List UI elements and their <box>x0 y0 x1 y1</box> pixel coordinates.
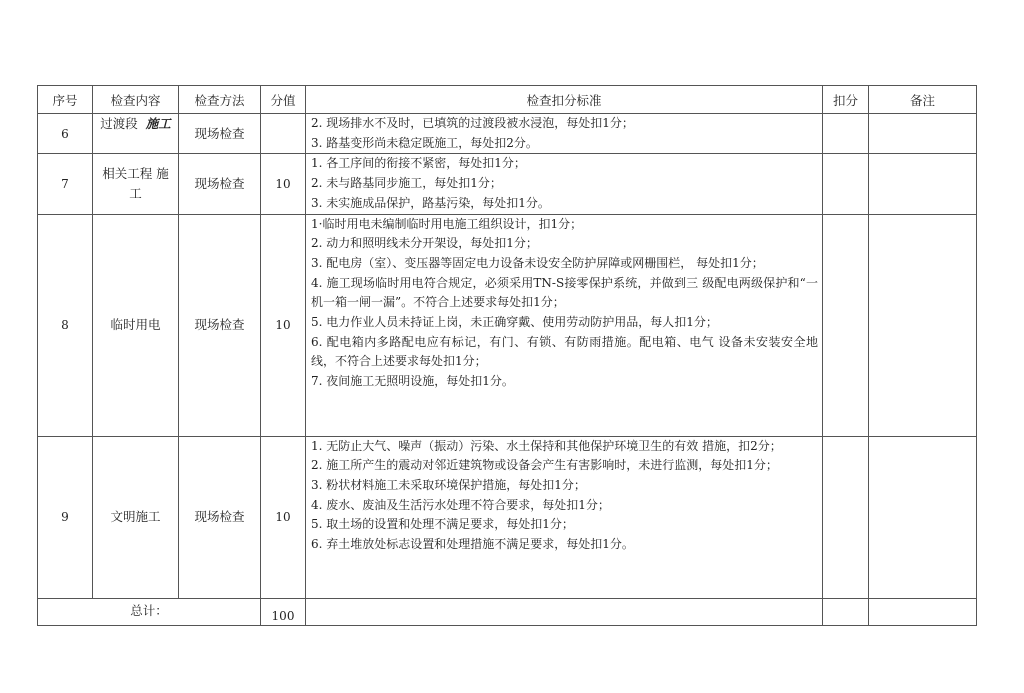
criteria-item: 3. 粉状材料施工未采取环境保护措施，每处扣1分； <box>311 477 586 492</box>
deduct-cell <box>823 114 869 154</box>
score-value <box>261 114 306 154</box>
criteria-cell <box>306 154 823 214</box>
score-value: 10 <box>261 436 306 598</box>
criteria-item: 3. 未实施成品保护，路基污染，每处扣1分。 <box>311 195 550 210</box>
criteria-item: 2. 动力和照明线未分开架设，每处扣1分； <box>311 236 538 251</box>
header-deduct: 扣分 <box>823 86 869 114</box>
header-criteria: 检查扣分标准 <box>306 86 823 114</box>
check-content-emphasis: 施工 <box>145 116 171 131</box>
criteria-item: 6. 弃土堆放处标志设置和处理措施不满足要求，每处扣1分。 <box>311 537 634 552</box>
criteria-item: 6. 配电箱内多路配电应有标记，有门、有锁、有防雨措施。配电箱、电气 设备未安装安全地线，不符合上述要求每处扣1分； <box>311 334 818 369</box>
total-row <box>38 598 977 625</box>
total-score: 100 <box>261 598 306 625</box>
check-content: 临时用电 <box>93 214 179 436</box>
criteria-item: 1. 各工序间的衔接不紧密，每处扣1分； <box>311 156 526 171</box>
total-criteria-cell <box>306 598 823 625</box>
criteria-cell <box>306 214 823 436</box>
row-number: 7 <box>38 154 93 214</box>
criteria-item: 3. 配电房（室）、变压器等固定电力设备未设安全防护屏障或网栅围栏， 每处扣1分； <box>311 255 764 270</box>
check-method: 现场检查 <box>179 114 261 154</box>
check-method: 现场检查 <box>179 214 261 436</box>
total-deduct-cell <box>823 598 869 625</box>
criteria-item: 7. 夜间施工无照明设施，每处扣1分。 <box>311 374 514 389</box>
remark-cell <box>869 436 977 598</box>
remark-cell <box>869 114 977 154</box>
criteria-item: 4. 废水、废油及生活污水处理不符合要求，每处扣1分； <box>311 497 610 512</box>
check-content <box>93 114 179 154</box>
table-row <box>38 114 977 154</box>
row-number: 9 <box>38 436 93 598</box>
check-content: 文明施工 <box>93 436 179 598</box>
header-score: 分值 <box>261 86 306 114</box>
check-method: 现场检查 <box>179 436 261 598</box>
score-value: 10 <box>261 154 306 214</box>
criteria-item: 1. 无防止大气、噪声（振动）污染、水土保持和其他保护环境卫生的有效 措施，扣2分； <box>311 438 782 453</box>
remark-cell <box>869 214 977 436</box>
criteria-item: 2. 未与路基同步施工，每处扣1分； <box>311 176 502 191</box>
criteria-cell <box>306 114 823 154</box>
header-remark: 备注 <box>869 86 977 114</box>
header-no: 序号 <box>38 86 93 114</box>
check-method: 现场检查 <box>179 154 261 214</box>
table-row <box>38 214 977 436</box>
check-content: 相关工程 施工 <box>93 154 179 214</box>
score-value: 10 <box>261 214 306 436</box>
deduct-cell <box>823 436 869 598</box>
remark-cell <box>869 154 977 214</box>
deduct-cell <box>823 214 869 436</box>
total-remark-cell <box>869 598 977 625</box>
criteria-item: 1·临时用电未编制临时用电施工组织设计，扣1分； <box>311 216 583 231</box>
table-row <box>38 436 977 598</box>
total-label: 总计： <box>38 598 261 625</box>
criteria-item: 2. 施工所产生的震动对邻近建筑物或设备会产生有害影响时，未进行监测，每处扣1分； <box>311 458 778 473</box>
header-row <box>38 86 977 114</box>
header-content: 检查内容 <box>93 86 179 114</box>
criteria-item: 5. 电力作业人员未持证上岗，未正确穿戴、使用劳动防护用品，每人扣1分； <box>311 315 718 330</box>
row-number: 8 <box>38 214 93 436</box>
row-number: 6 <box>38 114 93 154</box>
deduct-cell <box>823 154 869 214</box>
header-method: 检查方法 <box>179 86 261 114</box>
inspection-table <box>37 85 977 626</box>
table-row <box>38 154 977 214</box>
criteria-item: 4. 施工现场临时用电符合规定，必须采用TN-S接零保护系统，并做到三 级配电两级保护和“一机一箱一闸一漏”。不符合上述要求每处扣1分； <box>311 275 818 310</box>
criteria-cell <box>306 436 823 598</box>
criteria-item: 2. 现场排水不及时，已填筑的过渡段被水浸泡，每处扣1分； <box>311 116 634 130</box>
check-content-part: 过渡段 <box>100 116 138 131</box>
criteria-item: 3. 路基变形尚未稳定既施工，每处扣2分。 <box>311 135 538 150</box>
criteria-item: 5. 取土场的设置和处理不满足要求，每处扣1分； <box>311 517 574 532</box>
